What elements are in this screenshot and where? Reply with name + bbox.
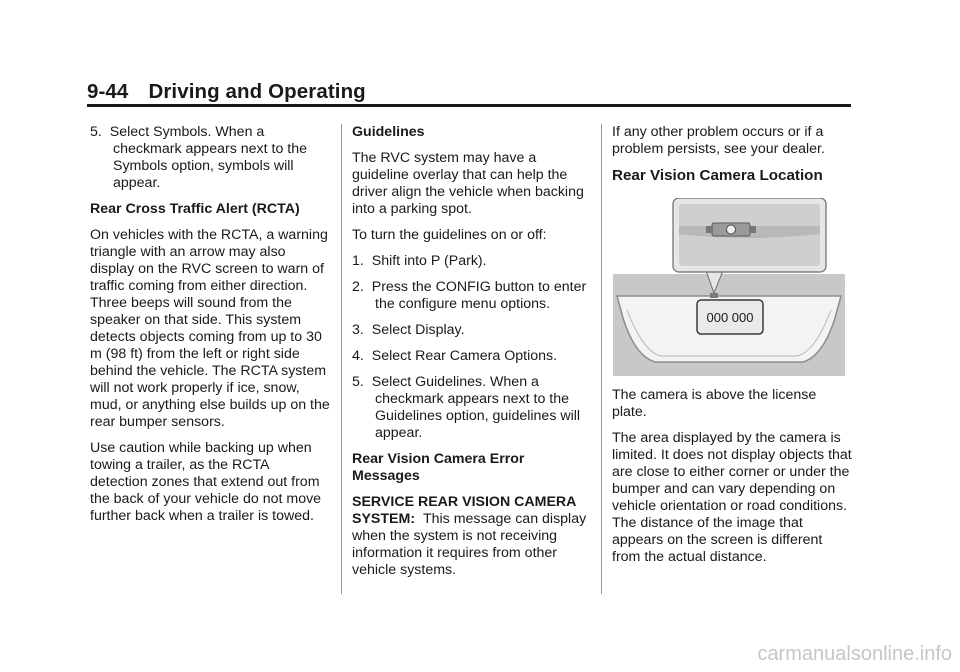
list-text: Shift into P (Park). (371, 253, 487, 269)
list-item-step-1 (352, 253, 590, 270)
camera-position-paragraph: The camera is above the license plate. (612, 387, 817, 420)
column-2 (352, 124, 590, 588)
watermark: carmanualsonline.info (757, 643, 952, 665)
display-area-paragraph: The area displayed by the camera is limited. It does not display objects that are close to either corner or under the bumper and can vary depending on vehicle orientation or road conditions. The distance of the image that appears on the screen is different from the actual distance. (612, 430, 852, 565)
column-divider-left (341, 124, 342, 594)
list-text: Select Display. (371, 322, 465, 338)
problem-paragraph: If any other problem occurs or if a problem persists, see your dealer. (612, 124, 825, 157)
list-number: 5. (90, 124, 102, 140)
caution-paragraph: Use caution while backing up when towing a trailer, as the RCTA detection zones that extend out from the back of your vehicle do not move further back when a trailer is towed. (90, 440, 322, 524)
list-number: 2. (352, 279, 364, 295)
list-item-step-5 (352, 374, 590, 442)
guidelines-paragraph: The RVC system may have a guideline overlay that can help the driver align the vehicle when backing into a parking spot. (352, 150, 584, 217)
turn-guidelines-paragraph: To turn the guidelines on or off: (352, 227, 547, 243)
camera-location-heading: Rear Vision Camera Location (612, 167, 823, 184)
camera-mount-right (750, 226, 756, 233)
page-number: 9-44 (87, 80, 129, 103)
list-text: Press the CONFIG button to enter the configure menu options. (371, 279, 587, 312)
header-rule (87, 104, 851, 107)
service-message-paragraph (352, 494, 590, 579)
column-1 (90, 124, 330, 534)
list-number: 3. (352, 322, 364, 338)
camera-location-figure (613, 198, 845, 376)
header-title (87, 80, 851, 104)
service-message-label: SERVICE REAR VISION CAMERA SYSTEM: (352, 494, 576, 527)
list-item-step-3 (352, 322, 590, 339)
page-header (87, 80, 851, 104)
error-messages-heading: Rear Vision Camera Error Messages (352, 451, 525, 484)
list-text: Select Rear Camera Options. (371, 348, 558, 364)
rcta-paragraph: On vehicles with the RCTA, a warning triangle with an arrow may also display on the RVC screen to warn of traffic coming from either direction. Three beeps will sound from the speaker on that side. This system detects objects coming from up to 30 m (98 ft) from the left or right side behind the vehicle. The RCTA system will not work properly if ice, snow, mud, or anything else builds up on the rear bumper sensors. (90, 227, 330, 430)
service-message-text: This message can display when the system is not receiving information it requires from other vehicle systems. (352, 511, 587, 578)
camera-location-illustration (613, 198, 845, 376)
list-text: Select Guidelines. When a checkmark appears next to the Guidelines option, guidelines will appear. (371, 374, 581, 441)
camera-lens-icon (727, 225, 736, 234)
camera-mount-left (706, 226, 712, 233)
list-number: 5. (352, 374, 364, 390)
guidelines-heading: Guidelines (352, 124, 425, 140)
list-item-step-4 (352, 348, 590, 365)
list-item-select-symbols (90, 124, 330, 192)
list-number: 1. (352, 253, 364, 269)
list-number: 4. (352, 348, 364, 364)
section-title: Driving and Operating (148, 80, 366, 103)
column-divider-right (601, 124, 602, 594)
list-text: Select Symbols. When a checkmark appears next to the Symbols option, symbols will appear. (109, 124, 307, 191)
camera-marker (710, 293, 718, 298)
column-3 (612, 124, 852, 575)
rcta-heading: Rear Cross Traffic Alert (RCTA) (90, 201, 300, 217)
list-item-step-2 (352, 279, 590, 313)
license-plate-text: 000 000 (706, 310, 754, 325)
